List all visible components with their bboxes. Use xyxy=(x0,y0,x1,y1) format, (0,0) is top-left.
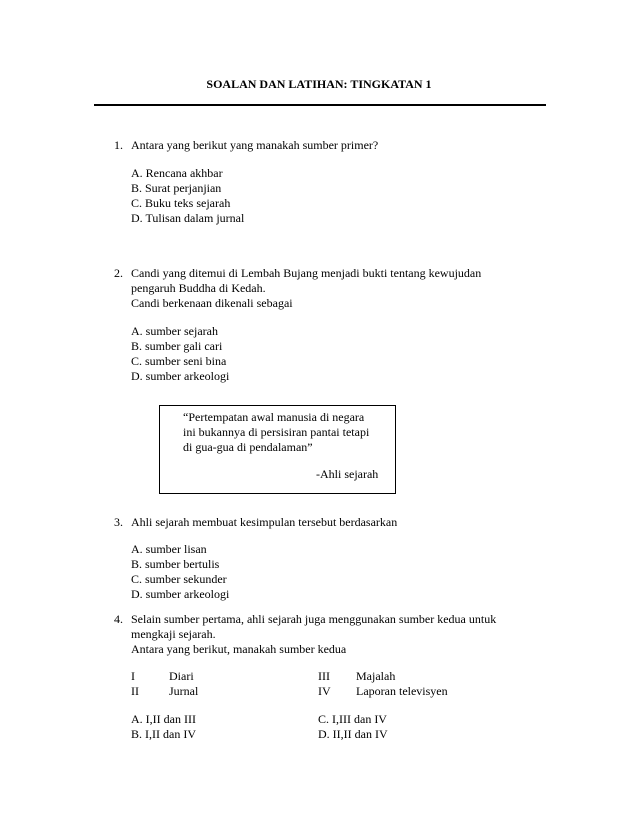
question-stem: Ahli sejarah membuat kesimpulan tersebut berdasarkan xyxy=(131,515,398,529)
option-d: D. Tulisan dalam jurnal xyxy=(131,211,245,225)
quote-line: “Pertempatan awal manusia di negara xyxy=(183,410,365,424)
option-a: A. sumber sejarah xyxy=(131,324,218,338)
question-stem-line: Selain sumber pertama, ahli sejarah juga menggunakan sumber kedua untuk xyxy=(131,612,497,626)
option-c: C. sumber seni bina xyxy=(131,354,227,368)
question-stem-line: pengaruh Buddha di Kedah. xyxy=(131,281,266,295)
option-b: B. I,II dan IV xyxy=(131,727,196,741)
quote-source: -Ahli sejarah xyxy=(316,467,379,481)
item-text: Laporan televisyen xyxy=(356,684,448,698)
question-stem-line: Candi yang ditemui di Lembah Bujang menjadi bukti tentang kewujudan xyxy=(131,266,482,280)
question-number: 4. xyxy=(114,612,123,626)
option-c: C. sumber sekunder xyxy=(131,572,227,586)
quote-line: di gua-gua di pendalaman” xyxy=(183,440,313,454)
option-d: D. sumber arkeologi xyxy=(131,369,230,383)
question-number: 3. xyxy=(114,515,123,529)
item-numeral: IV xyxy=(318,684,331,698)
item-text: Jurnal xyxy=(169,684,199,698)
question-number: 1. xyxy=(114,138,123,152)
question-stem-line: Antara yang berikut, manakah sumber kedua xyxy=(131,642,347,656)
option-b: B. sumber gali cari xyxy=(131,339,223,353)
question-stem-line: mengkaji sejarah. xyxy=(131,627,216,641)
item-text: Majalah xyxy=(356,669,396,683)
question-number: 2. xyxy=(114,266,123,280)
option-b: B. sumber bertulis xyxy=(131,557,220,571)
option-b: B. Surat perjanjian xyxy=(131,181,222,195)
item-numeral: I xyxy=(131,669,135,683)
option-c: C. I,III dan IV xyxy=(318,712,387,726)
option-a: A. I,II dan III xyxy=(131,712,196,726)
question-stem-line: Candi berkenaan dikenali sebagai xyxy=(131,296,293,310)
page-title: SOALAN DAN LATIHAN: TINGKATAN 1 xyxy=(206,77,432,91)
option-d: D. sumber arkeologi xyxy=(131,587,230,601)
title-divider xyxy=(94,104,546,106)
item-numeral: III xyxy=(318,669,330,683)
option-a: A. sumber lisan xyxy=(131,542,207,556)
question-stem: Antara yang berikut yang manakah sumber primer? xyxy=(131,138,379,152)
option-a: A. Rencana akhbar xyxy=(131,166,223,180)
item-numeral: II xyxy=(131,684,139,698)
option-d: D. II,II dan IV xyxy=(318,727,388,741)
quote-line: ini bukannya di persisiran pantai tetapi xyxy=(183,425,370,439)
option-c: C. Buku teks sejarah xyxy=(131,196,231,210)
item-text: Diari xyxy=(169,669,194,683)
